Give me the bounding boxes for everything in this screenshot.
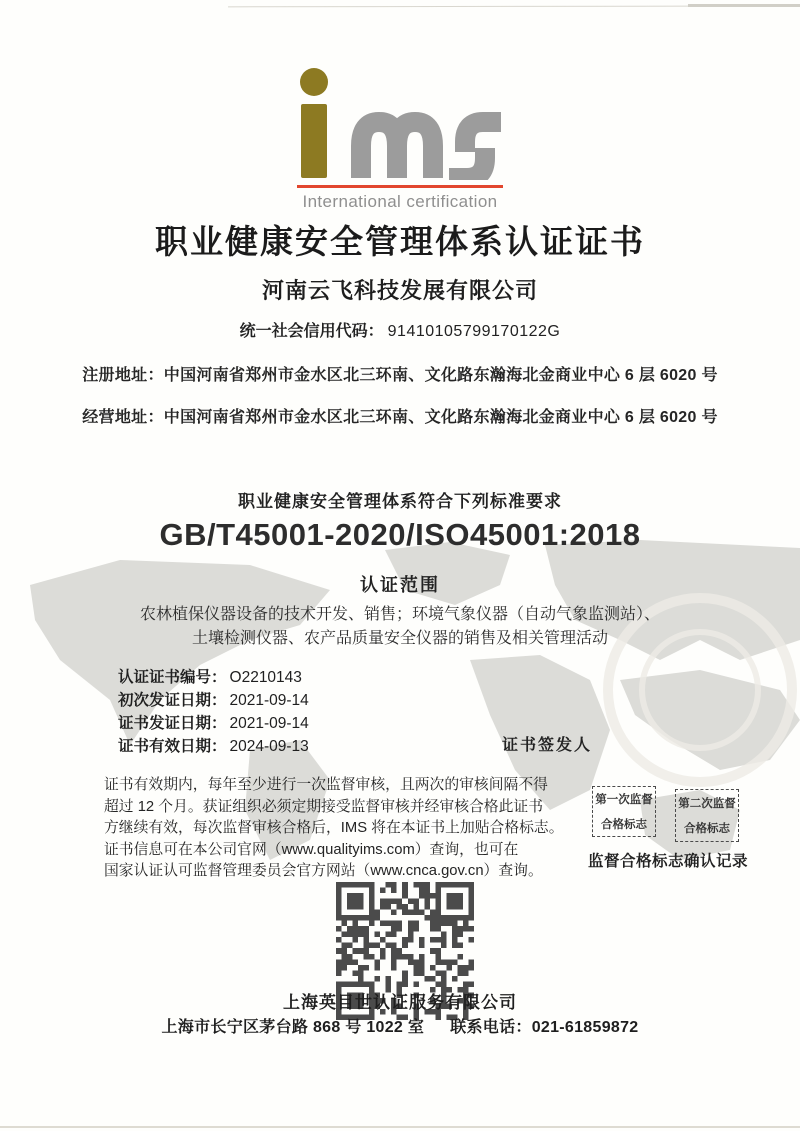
validity-notice (104, 775, 584, 883)
cert-number-row (118, 666, 309, 689)
second-supervision-stamp-box (675, 789, 739, 842)
first-issue-date-label: 初次发证日期： (118, 692, 227, 709)
second-supervision-line1: 第二次监督 (678, 798, 736, 810)
ims-logo-mark (297, 66, 503, 180)
phone-number: 021-61859872 (531, 1019, 639, 1036)
first-issue-date-row (118, 689, 309, 712)
business-address-value: 中国河南省郑州市金水区北三环南、文化路东瀚海北金商业中心 6 层 6020 号 (163, 409, 718, 426)
scope-line-1: 农林植保仪器设备的技术开发、销售；环境气象仪器（自动气象监测站）、 (139, 606, 660, 623)
notice-line-1: 证书有效期内，每年至少进行一次监督审核，且两次的审核间隔不得 (104, 777, 548, 793)
expiry-date-row (118, 735, 309, 758)
standard-intro: 职业健康安全管理体系符合下列标准要求 (238, 492, 562, 511)
company-name: 河南云飞科技发展有限公司 (261, 278, 538, 303)
ims-logo (297, 66, 503, 212)
scope-heading: 认证范围 (360, 575, 440, 595)
scan-edge-top (228, 6, 688, 8)
notice-line-5: 国家认证认可监督管理委员会官方网站（www.cnca.gov.cn）查询。 (104, 863, 543, 880)
logo-underline (297, 185, 503, 188)
first-issue-date-value: 2021-09-14 (229, 692, 309, 709)
standard-code: GB/T45001-2020/ISO45001:2018 (159, 517, 641, 552)
scope-line-2: 土壤检测仪器、农产品质量安全仪器的销售及相关管理活动 (191, 630, 608, 647)
business-address-line (0, 404, 800, 427)
notice-line-4: 证书信息可在本公司官网（www.qualityims.com）查询，也可在 (104, 841, 519, 858)
scan-edge-bottom (0, 1126, 800, 1128)
cert-number-label: 认证证书编号： (118, 669, 227, 686)
second-supervision-line2: 合格标志 (684, 823, 730, 835)
supervision-record-label: 监督合格标志确认记录 (588, 853, 749, 870)
first-supervision-stamp-box (592, 786, 656, 837)
first-supervision-line1: 第一次监督 (595, 794, 653, 806)
signer-label: 证书签发人 (502, 737, 593, 754)
issue-date-value: 2021-09-14 (229, 715, 309, 732)
registered-address-value: 中国河南省郑州市金水区北三环南、文化路东瀚海北金商业中心 6 层 6020 号 (163, 367, 718, 384)
expiry-date-label: 证书有效日期： (118, 738, 227, 755)
first-supervision-line2: 合格标志 (601, 819, 647, 831)
issue-date-row (118, 712, 309, 735)
cert-number-value: O2210143 (229, 669, 302, 686)
issuer-name: 上海英目世认证服务有限公司 (283, 993, 517, 1012)
issuer-address: 上海市长宁区茅台路 868 号 1022 室 (161, 1019, 425, 1036)
registered-address-label: 注册地址： (82, 367, 164, 384)
embossed-stamp (560, 560, 800, 820)
issuer-contact-line (0, 1014, 800, 1037)
certificate-info (118, 666, 309, 758)
certificate-title: 职业健康安全管理体系认证证书 (155, 223, 645, 260)
credit-code-line (0, 318, 800, 341)
notice-line-3: 方继续有效，每次监督审核合格后，IMS 将在本证书上加贴合格标志。 (104, 820, 564, 837)
issue-date-label: 证书发证日期： (118, 715, 227, 732)
registered-address-line (0, 362, 800, 385)
phone-label: 联系电话： (450, 1019, 532, 1036)
credit-code-label: 统一社会信用代码： (239, 323, 384, 340)
scan-edge-top-right (688, 4, 800, 7)
logo-subtitle: International certification (302, 192, 498, 211)
notice-line-2: 超过 12 个月。获证组织必须定期接受监督审核并经审核合格此证书 (104, 798, 543, 815)
expiry-date-value: 2024-09-13 (229, 738, 309, 755)
business-address-label: 经营地址： (82, 409, 164, 426)
credit-code-value: 91410105799170122G (387, 323, 561, 340)
